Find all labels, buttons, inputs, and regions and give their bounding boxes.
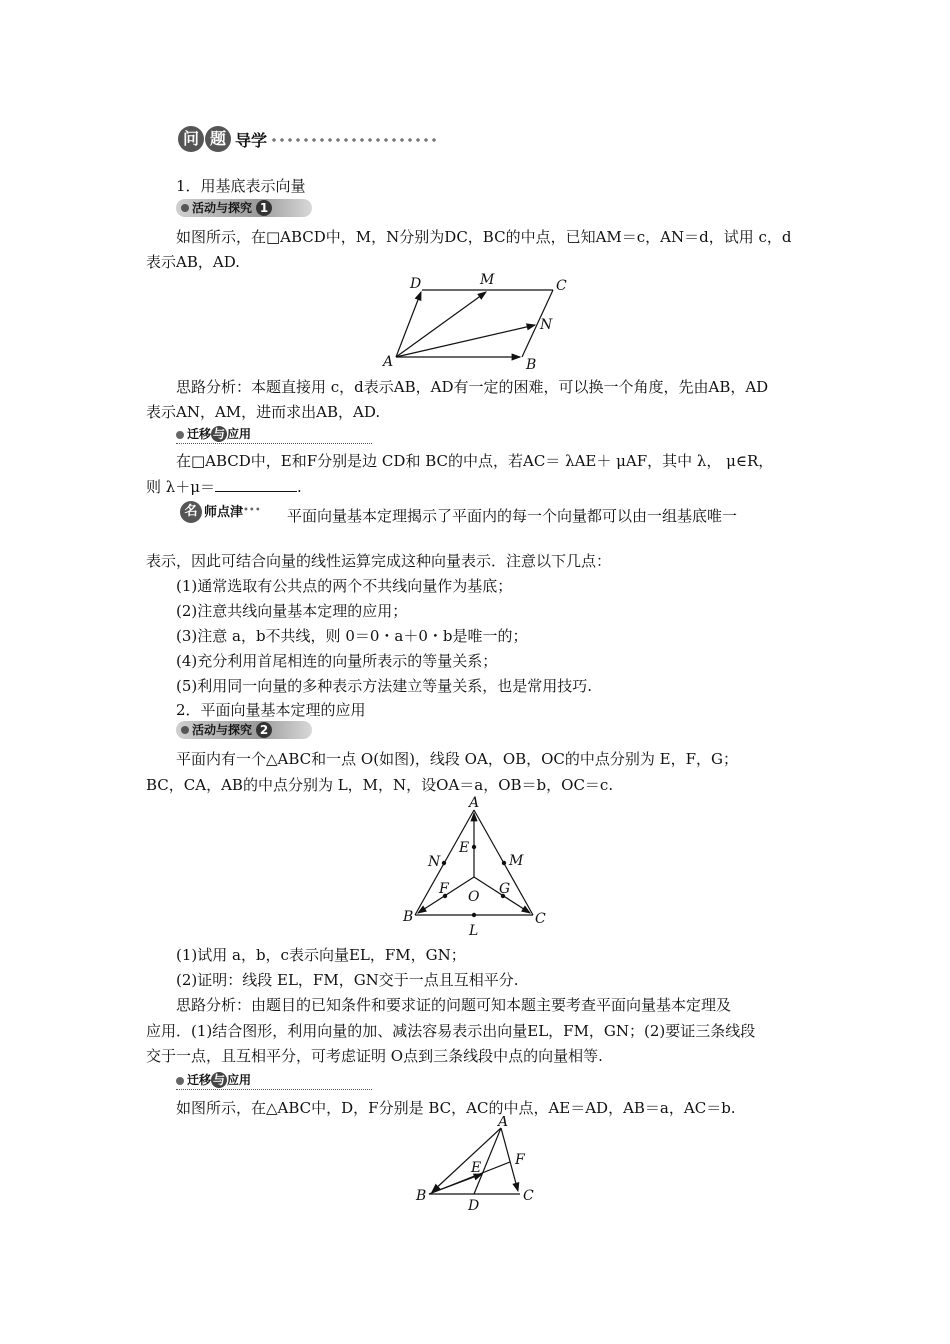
label-C: C xyxy=(556,278,567,294)
label-C: C xyxy=(535,911,546,927)
answer-blank[interactable] xyxy=(215,477,297,492)
exercise1-end: . xyxy=(297,478,302,496)
question-2: (2)证明：线段 EL，FM，GN交于一点且互相平分. xyxy=(176,971,519,989)
teacher-label: 师点津 xyxy=(204,505,244,520)
tag-underline-2 xyxy=(176,1089,372,1090)
header-char-1: 问 xyxy=(178,126,204,152)
problem1-line1: 如图所示，在□ABCD中，M，N分别为DC，BC的中点，已知AM＝c，AN＝d，试用 c，d xyxy=(176,228,792,246)
label-E: E xyxy=(471,1160,482,1176)
section2-title: 2．平面向量基本定理的应用 xyxy=(176,701,366,719)
vector-AN xyxy=(396,325,535,357)
figure-triangle-DEF xyxy=(408,1116,548,1216)
tag-dot-icon xyxy=(176,431,184,439)
tag-tail: 应用 xyxy=(227,427,252,441)
tag-dot-icon xyxy=(176,1077,184,1085)
label-D: D xyxy=(468,1198,480,1214)
teacher-point-2: (2)注意共线向量基本定理的应用； xyxy=(176,602,408,620)
label-B: B xyxy=(526,357,537,373)
exercise1-prefix: 则 λ＋μ＝ xyxy=(146,478,216,496)
label-A: A xyxy=(383,354,394,370)
analysis2-line3: 交于一点，且互相平分，可考虑证明 O点到三条线段中点的向量相等. xyxy=(146,1047,603,1065)
label-F: F xyxy=(439,881,449,897)
label-G: G xyxy=(499,881,511,897)
point-L xyxy=(472,913,476,917)
label-N: N xyxy=(540,317,553,333)
label-B: B xyxy=(416,1188,427,1204)
label-O: O xyxy=(468,889,480,905)
point-M xyxy=(502,861,506,865)
label-A: A xyxy=(498,1116,509,1130)
teacher-point-4: (4)充分利用首尾相连的向量所表示的等量关系； xyxy=(176,652,498,670)
header-char-2: 题 xyxy=(205,126,231,152)
exercise1-line2 xyxy=(146,477,302,497)
badge-number: 1 xyxy=(256,200,272,216)
analysis2-line1: 思路分析：由题目的已知条件和要求证的问题可知本题主要考查平面向量基本定理及 xyxy=(176,996,732,1014)
header-dots xyxy=(270,137,438,143)
point-E xyxy=(472,845,476,849)
tag-tail: 应用 xyxy=(227,1073,252,1087)
teacher-mark: 名 xyxy=(180,501,202,523)
figure-triangle-O xyxy=(395,795,555,941)
badge-number: 2 xyxy=(256,722,272,738)
analysis1-line1: 思路分析：本题直接用 c，d表示AB，AD有一定的困难，可以换一个角度，先由AB，AD xyxy=(176,378,769,396)
tag-mid: 与 xyxy=(213,1073,226,1087)
section-header xyxy=(178,126,267,154)
tag-underline-1 xyxy=(176,443,372,444)
vector-AB xyxy=(432,1128,501,1192)
label-M: M xyxy=(480,272,495,288)
point-N xyxy=(442,861,446,865)
badge-dot-icon xyxy=(181,726,189,734)
label-C: C xyxy=(523,1188,534,1204)
teacher-dots-icon: ••• xyxy=(243,505,261,516)
analysis2-line2: 应用．(1)结合图形，利用向量的加、减法容易表示出向量EL，FM，GN；(2)要证三条线段 xyxy=(146,1022,756,1040)
badge-label: 活动与探究 xyxy=(192,201,253,215)
label-N: N xyxy=(428,854,441,870)
header-tail: 导学 xyxy=(235,131,268,150)
label-M: M xyxy=(509,853,524,869)
teacher-note-tag xyxy=(180,500,261,522)
transfer-tag-2 xyxy=(176,1072,251,1088)
analysis1-line2: 表示AN，AM，进而求出AB，AD. xyxy=(146,403,381,421)
vector-BE xyxy=(429,1174,482,1194)
label-A: A xyxy=(469,795,480,811)
tag-label: 迁移 xyxy=(187,427,212,441)
section1-title: 1．用基底表示向量 xyxy=(176,177,306,195)
problem1-line2: 表示AB，AD. xyxy=(146,253,240,271)
problem2-line2: BC，CA，AB的中点分别为 L，M，N，设OA＝a，OB＝b，OC＝c. xyxy=(146,776,614,794)
exercise2-line1: 如图所示，在△ABC中，D，F分别是 BC，AC的中点，AE＝AD，AB＝a，AC＝b. xyxy=(176,1099,736,1117)
transfer-tag-1 xyxy=(176,426,251,442)
label-L: L xyxy=(469,923,479,939)
exercise1-line1: 在□ABCD中，E和F分别是边 CD和 BC的中点，若AC＝ λAE＋ μAF，其中 λ， μ∈R， xyxy=(176,452,774,470)
question-1: (1)试用 a，b，c表示向量EL，FM，GN； xyxy=(176,946,466,964)
label-D: D xyxy=(410,276,422,292)
tag-label: 迁移 xyxy=(187,1073,212,1087)
figure-parallelogram xyxy=(370,270,580,375)
teacher-point-5: (5)利用同一向量的多种表示方法建立等量关系，也是常用技巧. xyxy=(176,677,593,695)
teacher-point-3: (3)注意 a，b不共线，则 0＝0・a＋0・b是唯一的； xyxy=(176,627,528,645)
problem2-line1: 平面内有一个△ABC和一点 O(如图)，线段 OA，OB，OC的中点分别为 E，F，G； xyxy=(176,750,739,768)
activity-badge-1 xyxy=(176,199,312,217)
badge-label: 活动与探究 xyxy=(192,723,253,737)
teacher-point-1: (1)通常选取有公共点的两个不共线向量作为基底； xyxy=(176,577,513,595)
label-B: B xyxy=(403,909,414,925)
label-F: F xyxy=(515,1152,525,1168)
activity-badge-2 xyxy=(176,721,312,739)
badge-dot-icon xyxy=(181,204,189,212)
teacher-line1: 平面向量基本定理揭示了平面内的每一个向量都可以由一组基底唯一 xyxy=(287,507,738,525)
label-E: E xyxy=(459,840,470,856)
teacher-line2: 表示，因此可结合向量的线性运算完成这种向量表示．注意以下几点： xyxy=(146,552,612,570)
tag-mid: 与 xyxy=(213,427,226,441)
